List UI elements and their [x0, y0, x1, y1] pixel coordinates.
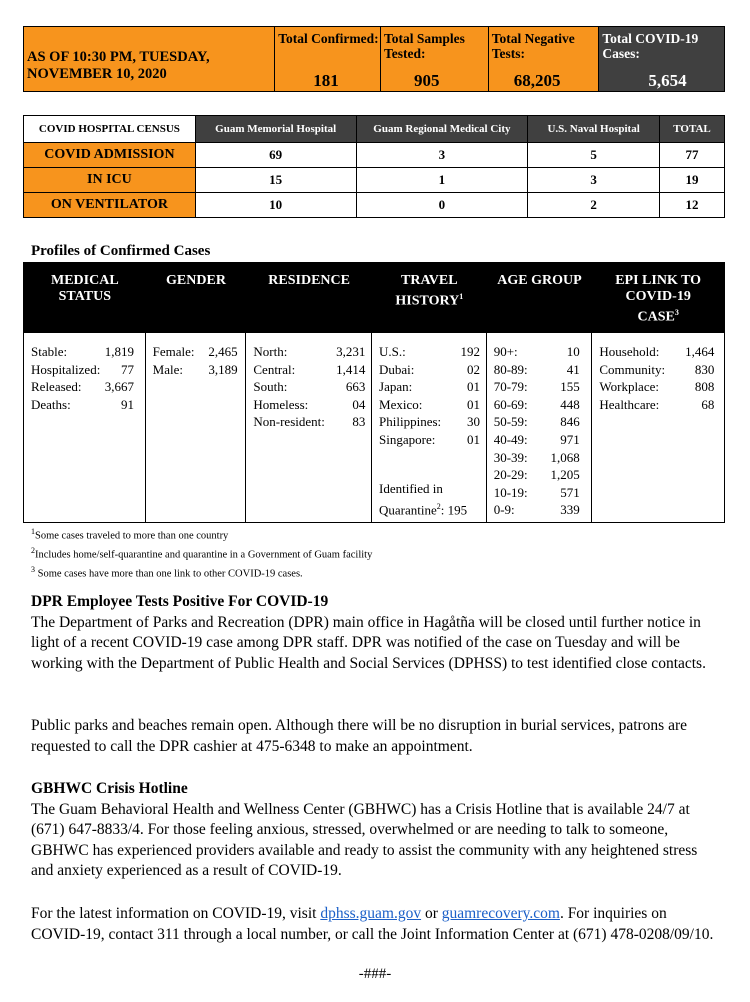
footnotes — [31, 525, 372, 582]
entry-value: 448 — [560, 396, 580, 412]
profile-entry — [153, 343, 238, 361]
total-samples-value: 905 — [413, 71, 440, 90]
summary-banner — [23, 26, 725, 92]
entry-value: 04 — [352, 396, 366, 412]
census-cell: 3 — [356, 143, 528, 168]
census-header: Guam Memorial Hospital — [195, 116, 356, 143]
entry-value: 571 — [560, 484, 580, 500]
footnote — [31, 525, 372, 544]
census-cell: 0 — [356, 193, 528, 218]
total-confirmed-value: 181 — [313, 71, 339, 90]
census-row — [24, 193, 725, 218]
profile-entry — [494, 501, 580, 519]
census-cell: 12 — [660, 193, 725, 218]
entry-label: 40-49: — [493, 431, 528, 447]
entry-label: Community: — [599, 361, 666, 377]
dpr-heading: DPR Employee Tests Positive For COVID-19 — [31, 593, 329, 610]
profile-entry — [379, 431, 480, 449]
header-gender: GENDER — [166, 273, 226, 288]
latest-info-paragraph — [31, 904, 721, 945]
quarantine-label: Quarantine — [379, 501, 437, 517]
profiles-body — [24, 333, 724, 522]
profile-entry — [494, 361, 580, 379]
entry-label: 20-29: — [493, 467, 528, 483]
epi-link-column — [592, 333, 724, 522]
header-residence: RESIDENCE — [268, 273, 350, 288]
total-samples — [381, 27, 489, 91]
travel-history-column — [372, 333, 487, 522]
profile-entry — [494, 378, 580, 396]
header-medical-status: MEDICAL STATUS — [50, 273, 119, 304]
profile-entry — [494, 413, 580, 431]
entry-value: 30 — [467, 414, 481, 430]
report-date: AS OF 10:30 PM, TUESDAY, NOVEMBER 10, 2020 — [24, 27, 275, 91]
profile-entry — [494, 431, 580, 449]
entry-value: 3,189 — [208, 361, 238, 377]
dpr-section — [31, 592, 721, 674]
entry-value: 339 — [560, 502, 580, 518]
entry-label: Female: — [152, 344, 195, 359]
entry-value: 1,414 — [336, 361, 366, 377]
profile-entry — [31, 361, 134, 379]
entry-label: Stable: — [31, 344, 68, 359]
profile-entry — [253, 396, 365, 414]
footnote-ref: 1 — [459, 292, 464, 301]
entry-label: Central: — [253, 361, 296, 377]
profile-entry — [494, 449, 580, 467]
profile-entry — [599, 361, 714, 379]
profile-entry — [253, 361, 365, 379]
header-age-group: AGE GROUP — [497, 273, 582, 288]
census-cell: 77 — [660, 143, 725, 168]
header-epi-text: EPI LINK TO COVID-19 CASE — [615, 273, 702, 325]
entry-value: 192 — [460, 344, 481, 359]
entry-value: 1,205 — [550, 467, 580, 483]
census-cell: 3 — [528, 168, 660, 193]
profiles-header-row — [24, 263, 724, 333]
entry-label: North: — [253, 344, 288, 359]
quarantine-entry — [379, 480, 467, 519]
entry-label: Non-resident: — [253, 414, 325, 430]
total-samples-label: Total Samples Tested: — [383, 31, 465, 61]
entry-value: 1,464 — [685, 344, 715, 359]
entry-label: Homeless: — [253, 396, 309, 412]
profile-entry — [494, 343, 580, 361]
profile-entry — [31, 343, 134, 361]
guamrecovery-link[interactable]: guamrecovery.com — [441, 905, 560, 922]
entry-value: 10 — [566, 344, 580, 359]
total-negative-value: 68,205 — [513, 71, 561, 90]
entry-label: 50-59: — [493, 414, 528, 430]
gbhwc-section — [31, 779, 721, 882]
entry-label: Mexico: — [379, 396, 423, 412]
entry-label: 10-19: — [493, 484, 528, 500]
profile-entry — [31, 396, 134, 414]
census-header: COVID HOSPITAL CENSUS — [24, 116, 196, 143]
entry-label: Household: — [599, 344, 660, 359]
census-row — [24, 168, 725, 193]
profile-entry — [599, 396, 714, 414]
census-row — [24, 143, 725, 168]
census-cell: 15 — [195, 168, 356, 193]
profile-entry — [379, 343, 480, 361]
census-cell: 69 — [195, 143, 356, 168]
latest-text-start: For the latest information on COVID-19, visit — [31, 905, 321, 922]
entry-value: 77 — [121, 361, 134, 377]
profile-entry — [494, 484, 580, 502]
entry-label: 30-39: — [493, 449, 528, 465]
profile-entry — [379, 361, 480, 379]
census-header: U.S. Naval Hospital — [528, 116, 660, 143]
total-negative-label: Total Negative Tests: — [491, 31, 575, 61]
header-travel-history — [372, 263, 487, 333]
profile-entry — [379, 378, 480, 396]
entry-label: Male: — [152, 361, 183, 377]
entry-label: 0-9: — [493, 502, 515, 518]
entry-label: U.S.: — [379, 344, 406, 359]
profile-entry — [253, 413, 365, 431]
entry-value: 3,667 — [104, 379, 134, 395]
census-header-row — [24, 116, 725, 143]
profiles-table — [23, 262, 725, 523]
census-cell: 19 — [660, 168, 725, 193]
entry-label: Singapore: — [379, 431, 436, 447]
entry-value: 02 — [467, 361, 481, 377]
latest-text-mid: or — [421, 905, 442, 922]
footnote-mark: 1 — [31, 527, 35, 536]
entry-label: Deaths: — [31, 396, 71, 412]
dpr-paragraph-1: The Department of Parks and Recreation (DPR) main office in Hagåtña will be closed until further notice in light of a recent COVID-19 case among DPR staff. DPR was notified of the case on Tuesday and will be working with the Department of Public Health and Social Services (DPHSS) to test identified close contacts. — [31, 613, 706, 672]
footnote — [31, 563, 372, 582]
entry-label: Workplace: — [599, 379, 659, 395]
entry-label: 60-69: — [493, 396, 528, 412]
census-cell: 2 — [528, 193, 660, 218]
entry-label: Healthcare: — [599, 396, 660, 412]
entry-label: Released: — [31, 379, 82, 395]
total-cases-label: Total COVID-19 Cases: — [602, 31, 699, 61]
total-negative — [489, 27, 600, 91]
entry-label: 90+: — [493, 344, 518, 359]
entry-value: 830 — [694, 361, 715, 377]
footnote-text: Some cases traveled to more than one country — [35, 530, 229, 542]
profile-entry — [494, 466, 580, 484]
census-row-label: COVID ADMISSION — [24, 143, 196, 168]
census-cell: 1 — [356, 168, 528, 193]
total-confirmed — [275, 27, 381, 91]
entry-value: 846 — [560, 414, 580, 430]
total-confirmed-label: Total Confirmed: — [278, 31, 379, 46]
end-mark: -###- — [358, 966, 392, 982]
entry-label: Japan: — [379, 379, 413, 395]
header-travel-text: TRAVEL HISTORY — [395, 273, 460, 309]
medical-status-column — [24, 333, 146, 522]
entry-label: 80-89: — [493, 361, 528, 377]
travel-list — [379, 343, 486, 449]
total-cases — [599, 27, 724, 91]
gbhwc-heading: GBHWC Crisis Hotline — [31, 780, 188, 797]
dpr-paragraph-2: Public parks and beaches remain open. Although there will be no disruption in burial services, patrons are requested to call the DPR cashier at 475-6348 to make an appointment. — [31, 717, 687, 755]
profiles-title: Profiles of Confirmed Cases — [31, 243, 211, 259]
entry-value: 1,819 — [104, 344, 134, 359]
profile-entry — [253, 343, 365, 361]
profile-entry — [253, 378, 365, 396]
census-header: TOTAL — [660, 116, 725, 143]
footnote-mark: 2 — [31, 546, 35, 555]
quarantine-line1: Identified in — [379, 481, 443, 496]
footnote-ref: 3 — [674, 308, 679, 317]
entry-value: 41 — [566, 361, 580, 377]
profile-entry — [494, 396, 580, 414]
gbhwc-paragraph: The Guam Behavioral Health and Wellness Center (GBHWC) has a Crisis Hotline that is available 24/7 at (671) 647-8833/4. For those feeling anxious, stressed, overwhelmed or are needing to talk to someone, GBHWC has experienced providers available and ready to assist the community with any heightened stress and anxiety experienced as a result of COVID-19. — [31, 800, 698, 879]
entry-label: Philippines: — [379, 414, 442, 430]
entry-value: 01 — [467, 431, 481, 447]
entry-value: 1,068 — [550, 449, 580, 465]
quarantine-line2 — [379, 498, 467, 519]
footnote — [31, 544, 372, 563]
census-cell: 5 — [528, 143, 660, 168]
profile-entry — [31, 378, 134, 396]
entry-label: 70-79: — [493, 379, 528, 395]
latest-text-end: . For inquiries on COVID-19, contact 311 through a local number, or call the Joint Information Center at (671) 478-0208/09/10. — [31, 905, 714, 943]
entry-label: South: — [253, 379, 288, 395]
entry-value: 808 — [694, 379, 715, 395]
footnote-text: Includes home/self-quarantine and quarantine in a Government of Guam facility — [35, 549, 373, 561]
header-epi-link — [592, 263, 724, 333]
entry-value: 01 — [467, 379, 481, 395]
footnote-text: Some cases have more than one link to other COVID-19 cases. — [35, 568, 303, 580]
residence-column — [246, 333, 372, 522]
profile-entry — [599, 343, 714, 361]
profile-entry — [379, 413, 480, 431]
census-row-label: IN ICU — [24, 168, 196, 193]
total-cases-value: 5,654 — [648, 71, 687, 90]
quarantine-value: : 195 — [440, 501, 468, 517]
footnote-ref: 2 — [436, 501, 441, 511]
census-cell: 10 — [195, 193, 356, 218]
entry-value: 971 — [560, 431, 580, 447]
profile-entry — [153, 361, 238, 379]
entry-value: 3,231 — [336, 344, 366, 359]
profile-entry — [599, 378, 714, 396]
entry-value: 2,465 — [208, 344, 238, 359]
entry-value: 01 — [467, 396, 481, 412]
entry-value: 663 — [345, 379, 366, 395]
entry-value: 83 — [352, 414, 366, 430]
entry-value: 68 — [701, 396, 715, 412]
age-group-column — [487, 333, 593, 522]
entry-value: 155 — [560, 379, 580, 395]
entry-label: Hospitalized: — [31, 361, 101, 377]
dphss-link[interactable]: dphss.guam.gov — [320, 905, 422, 922]
census-row-label: ON VENTILATOR — [24, 193, 196, 218]
profile-entry — [379, 396, 480, 414]
census-header: Guam Regional Medical City — [356, 116, 528, 143]
gender-column — [146, 333, 247, 522]
entry-value: 91 — [121, 396, 134, 412]
footnote-mark: 3 — [31, 565, 35, 574]
entry-label: Dubai: — [379, 361, 415, 377]
hospital-census-table — [23, 115, 725, 218]
